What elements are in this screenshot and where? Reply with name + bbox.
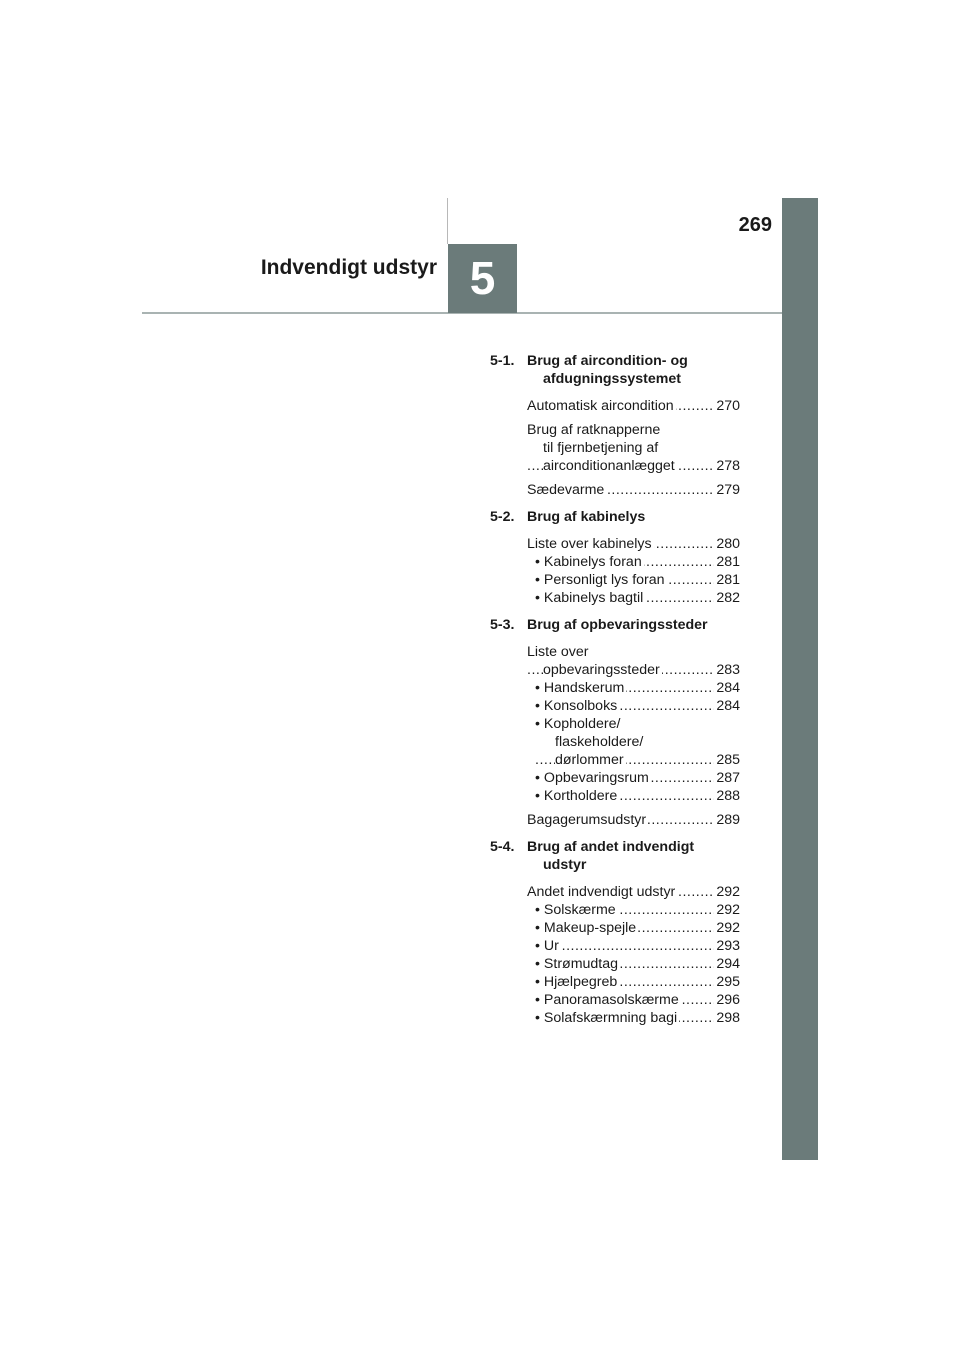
- entry-title-line: • Kopholdere/: [535, 716, 621, 732]
- entry-title-line: Brug af ratknapperne: [527, 422, 661, 438]
- entry-title: Andet indvendigt udstyr: [527, 884, 676, 900]
- toc-section-heading: [490, 508, 740, 526]
- toc-section-heading: [490, 838, 740, 874]
- entry-title: • Kabinelys bagtil: [535, 590, 644, 606]
- section-number: 5-3.: [490, 617, 515, 633]
- entry-title: dørlommer: [555, 752, 624, 768]
- toc-bullet-entry[interactable]: [535, 901, 740, 919]
- entry-page-number: 296: [716, 992, 740, 1008]
- entry-page-number: 278: [716, 458, 740, 474]
- toc-entry[interactable]: [527, 883, 740, 901]
- entry-page-number: 292: [716, 884, 740, 900]
- entry-title: • Konsolboks: [535, 698, 618, 714]
- chapter-side-tab: [782, 198, 818, 1160]
- entry-title-line: til fjernbetjening af: [543, 440, 659, 456]
- entry-page-number: 289: [716, 812, 740, 828]
- toc-bullet-entry[interactable]: [535, 937, 740, 955]
- entry-page-number: 282: [716, 590, 740, 606]
- page-number: 269: [738, 214, 772, 236]
- toc-bullet-entry[interactable]: [535, 679, 740, 697]
- entry-title: Sædevarme: [527, 482, 605, 498]
- entry-title: • Opbevaringsrum: [535, 770, 649, 786]
- entry-page-number: 285: [716, 752, 740, 768]
- entry-title: • Kortholdere: [535, 788, 618, 804]
- entry-page-number: 281: [716, 554, 740, 570]
- entry-title: • Solskærme: [535, 902, 616, 918]
- entry-page-number: 298: [716, 1010, 740, 1026]
- entry-page-number: 279: [716, 482, 740, 498]
- entry-title: • Solafskærmning bagi: [535, 1010, 678, 1026]
- toc-bullet-entry[interactable]: [535, 697, 740, 715]
- entry-page-number: 288: [716, 788, 740, 804]
- section-title: Brug af opbevaringssteder: [527, 617, 708, 633]
- section-title-continued: afdugningssystemet: [543, 371, 681, 387]
- entry-page-number: 281: [716, 572, 740, 588]
- toc-entry[interactable]: [527, 481, 740, 499]
- section-title: Brug af aircondition- og: [527, 353, 688, 369]
- entry-page-number: 294: [716, 956, 740, 972]
- entry-page-number: 283: [716, 662, 740, 678]
- toc-bullet-entry[interactable]: [535, 589, 740, 607]
- entry-title: • Handskerum: [535, 680, 625, 696]
- entry-page-number: 292: [716, 902, 740, 918]
- toc-bullet-entry[interactable]: [535, 553, 740, 571]
- toc-section-heading: [490, 352, 740, 388]
- toc-entry[interactable]: [527, 811, 740, 829]
- header-divider-vertical: [447, 198, 448, 244]
- entry-page-number: 295: [716, 974, 740, 990]
- toc-entry[interactable]: [527, 643, 740, 679]
- toc-section-heading: [490, 616, 740, 634]
- entry-page-number: 293: [716, 938, 740, 954]
- entry-page-number: 292: [716, 920, 740, 936]
- section-number: 5-4.: [490, 839, 515, 855]
- entry-title: Bagagerumsudstyr: [527, 812, 647, 828]
- entry-title: • Ur: [535, 938, 559, 954]
- entry-page-number: 284: [716, 698, 740, 714]
- entry-title: opbevaringssteder: [543, 662, 660, 678]
- toc-bullet-entry[interactable]: [535, 769, 740, 787]
- entry-page-number: 284: [716, 680, 740, 696]
- entry-title: Liste over kabinelys: [527, 536, 652, 552]
- entry-title-line: Liste over: [527, 644, 589, 660]
- entry-title: airconditionanlægget: [543, 458, 675, 474]
- entry-title: • Strømudtag: [535, 956, 619, 972]
- entry-title: • Kabinelys foran: [535, 554, 642, 570]
- entry-title: • Panoramasolskærme: [535, 992, 679, 1008]
- toc-bullet-entry[interactable]: [535, 955, 740, 973]
- toc-bullet-entry[interactable]: [535, 715, 740, 769]
- entry-title: • Makeup-spejle: [535, 920, 637, 936]
- toc-entry[interactable]: [527, 397, 740, 415]
- toc-bullet-entry[interactable]: [535, 1009, 740, 1027]
- toc-bullet-entry[interactable]: [535, 973, 740, 991]
- section-title: Brug af andet indvendigt: [527, 839, 695, 855]
- entry-page-number: 280: [716, 536, 740, 552]
- section-title-continued: udstyr: [543, 857, 587, 873]
- chapter-title: Indvendigt udstyr: [260, 256, 437, 279]
- entry-page-number: 287: [716, 770, 740, 786]
- section-number: 5-1.: [490, 353, 515, 369]
- entry-title: • Personligt lys foran: [535, 572, 665, 588]
- toc-entry[interactable]: [527, 421, 740, 475]
- chapter-number-box: 5: [448, 244, 517, 313]
- toc-bullet-entry[interactable]: [535, 991, 740, 1009]
- entry-title: Automatisk aircondition: [527, 398, 674, 414]
- toc-bullet-entry[interactable]: [535, 787, 740, 805]
- toc-bullet-entry[interactable]: [535, 571, 740, 589]
- entry-title-line: flaskeholdere/: [555, 734, 644, 750]
- entry-title: • Hjælpegreb: [535, 974, 618, 990]
- section-title: Brug af kabinelys: [527, 509, 646, 525]
- entry-page-number: 270: [716, 398, 740, 414]
- section-number: 5-2.: [490, 509, 515, 525]
- toc-bullet-entry[interactable]: [535, 919, 740, 937]
- toc-entry[interactable]: [527, 535, 740, 553]
- table-of-contents: [490, 352, 740, 1036]
